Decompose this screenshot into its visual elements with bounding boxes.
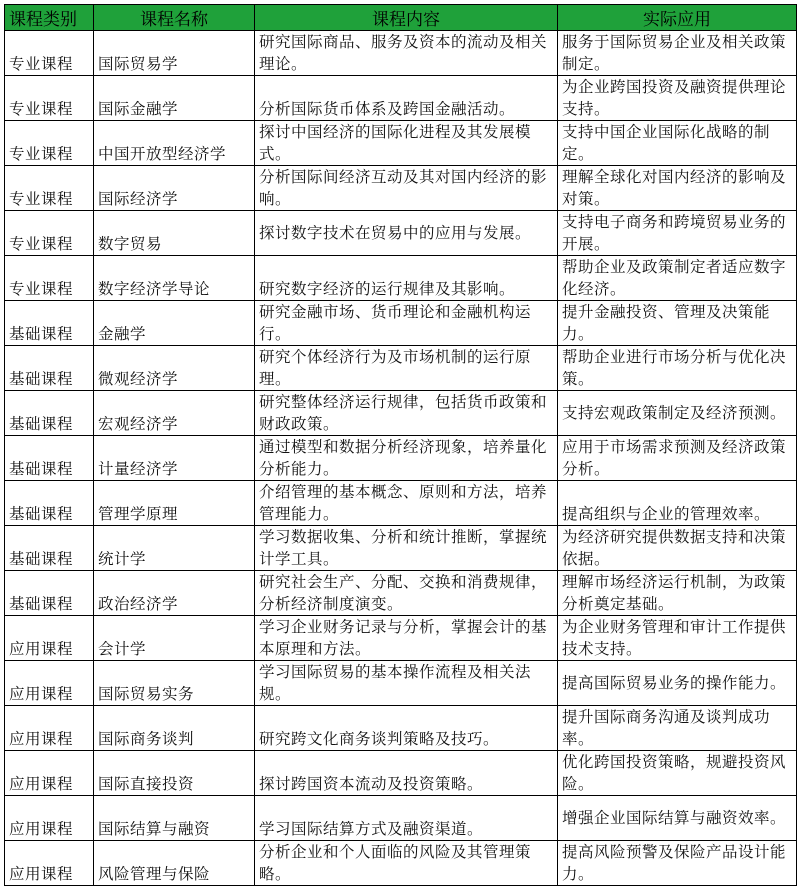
- cell-course-content: 学习国际结算方式及融资渠道。: [255, 796, 558, 841]
- cell-course-content: 分析企业和个人面临的风险及其管理策略。: [255, 841, 558, 886]
- cell-course-name: 国际经济学: [94, 166, 255, 211]
- header-category: 课程类别: [5, 5, 94, 31]
- cell-application: 提升金融投资、管理及决策能力。: [558, 301, 797, 346]
- cell-category: 基础课程: [5, 481, 94, 526]
- table-row: [5, 796, 797, 841]
- cell-category: 专业课程: [5, 166, 94, 211]
- cell-category: 应用课程: [5, 661, 94, 706]
- cell-course-content: 研究社会生产、分配、交换和消费规律，分析经济制度演变。: [255, 571, 558, 616]
- cell-course-content: 研究国际商品、服务及资本的流动及相关理论。: [255, 31, 558, 76]
- cell-course-name: 国际金融学: [94, 76, 255, 121]
- cell-category: 基础课程: [5, 391, 94, 436]
- cell-application: 优化跨国投资策略，规避投资风险。: [558, 751, 797, 796]
- cell-course-content: 研究整体经济运行规律，包括货币政策和财政政策。: [255, 391, 558, 436]
- table-row: [5, 166, 797, 211]
- cell-application: 增强企业国际结算与融资效率。: [558, 796, 797, 841]
- cell-course-content: 通过模型和数据分析经济现象，培养量化分析能力。: [255, 436, 558, 481]
- cell-category: 专业课程: [5, 76, 94, 121]
- cell-application: 帮助企业进行市场分析与优化决策。: [558, 346, 797, 391]
- cell-course-name: 国际结算与融资: [94, 796, 255, 841]
- table-body: [5, 31, 797, 886]
- table-row: [5, 211, 797, 256]
- cell-course-content: 学习企业财务记录与分析，掌握会计的基本原理和方法。: [255, 616, 558, 661]
- cell-application: 应用于市场需求预测及经济政策分析。: [558, 436, 797, 481]
- cell-course-content: 学习数据收集、分析和统计推断，掌握统计学工具。: [255, 526, 558, 571]
- cell-category: 应用课程: [5, 796, 94, 841]
- table-row: [5, 346, 797, 391]
- table-row: [5, 706, 797, 751]
- cell-category: 基础课程: [5, 526, 94, 571]
- cell-application: 提升国际商务沟通及谈判成功率。: [558, 706, 797, 751]
- table-row: [5, 76, 797, 121]
- cell-course-content: 介绍管理的基本概念、原则和方法，培养管理能力。: [255, 481, 558, 526]
- table-row: [5, 526, 797, 571]
- cell-course-content: 学习国际贸易的基本操作流程及相关法规。: [255, 661, 558, 706]
- header-row: [5, 5, 797, 31]
- cell-category: 基础课程: [5, 301, 94, 346]
- cell-course-content: 研究金融市场、货币理论和金融机构运行。: [255, 301, 558, 346]
- cell-application: 为企业财务管理和审计工作提供技术支持。: [558, 616, 797, 661]
- cell-course-content: 探讨数字技术在贸易中的应用与发展。: [255, 211, 558, 256]
- cell-category: 应用课程: [5, 751, 94, 796]
- cell-course-name: 管理学原理: [94, 481, 255, 526]
- cell-course-content: 探讨中国经济的国际化进程及其发展模式。: [255, 121, 558, 166]
- table-row: [5, 841, 797, 886]
- cell-category: 专业课程: [5, 256, 94, 301]
- cell-category: 基础课程: [5, 346, 94, 391]
- header-content: 课程内容: [255, 5, 558, 31]
- cell-course-name: 中国开放型经济学: [94, 121, 255, 166]
- cell-category: 专业课程: [5, 211, 94, 256]
- cell-course-name: 数字经济学导论: [94, 256, 255, 301]
- cell-category: 应用课程: [5, 616, 94, 661]
- cell-course-content: 研究个体经济行为及市场机制的运行原理。: [255, 346, 558, 391]
- cell-application: 提高风险预警及保险产品设计能力。: [558, 841, 797, 886]
- cell-application: 为经济研究提供数据支持和决策依据。: [558, 526, 797, 571]
- cell-application: 理解市场经济运行机制，为政策分析奠定基础。: [558, 571, 797, 616]
- cell-course-content: 分析国际间经济互动及其对国内经济的影响。: [255, 166, 558, 211]
- cell-application: 服务于国际贸易企业及相关政策制定。: [558, 31, 797, 76]
- table-row: [5, 256, 797, 301]
- table-row: [5, 121, 797, 166]
- table-row: [5, 481, 797, 526]
- cell-course-content: 研究数字经济的运行规律及其影响。: [255, 256, 558, 301]
- table-row: [5, 436, 797, 481]
- cell-course-name: 宏观经济学: [94, 391, 255, 436]
- cell-application: 支持电子商务和跨境贸易业务的开展。: [558, 211, 797, 256]
- cell-application: 理解全球化对国内经济的影响及对策。: [558, 166, 797, 211]
- table-row: [5, 571, 797, 616]
- table-row: [5, 31, 797, 76]
- table-row: [5, 391, 797, 436]
- table-row: [5, 616, 797, 661]
- cell-course-content: 研究跨文化商务谈判策略及技巧。: [255, 706, 558, 751]
- cell-category: 应用课程: [5, 841, 94, 886]
- table-row: [5, 661, 797, 706]
- cell-category: 专业课程: [5, 31, 94, 76]
- cell-course-name: 统计学: [94, 526, 255, 571]
- cell-application: 帮助企业及政策制定者适应数字化经济。: [558, 256, 797, 301]
- cell-category: 基础课程: [5, 571, 94, 616]
- cell-course-name: 数字贸易: [94, 211, 255, 256]
- cell-application: 支持中国企业国际化战略的制定。: [558, 121, 797, 166]
- cell-course-content: 探讨跨国资本流动及投资策略。: [255, 751, 558, 796]
- cell-course-name: 金融学: [94, 301, 255, 346]
- cell-application: 提高组织与企业的管理效率。: [558, 481, 797, 526]
- course-table-wrapper: [4, 4, 797, 886]
- header-name: 课程名称: [94, 5, 255, 31]
- cell-course-name: 微观经济学: [94, 346, 255, 391]
- cell-application: 为企业跨国投资及融资提供理论支持。: [558, 76, 797, 121]
- cell-course-name: 国际商务谈判: [94, 706, 255, 751]
- cell-course-name: 政治经济学: [94, 571, 255, 616]
- cell-category: 基础课程: [5, 436, 94, 481]
- cell-course-name: 国际贸易实务: [94, 661, 255, 706]
- course-table: [4, 4, 797, 886]
- cell-application: 支持宏观政策制定及经济预测。: [558, 391, 797, 436]
- cell-application: 提高国际贸易业务的操作能力。: [558, 661, 797, 706]
- cell-course-name: 国际直接投资: [94, 751, 255, 796]
- cell-category: 应用课程: [5, 706, 94, 751]
- cell-course-name: 计量经济学: [94, 436, 255, 481]
- header-application: 实际应用: [558, 5, 797, 31]
- cell-course-name: 会计学: [94, 616, 255, 661]
- table-header: [5, 5, 797, 31]
- cell-course-name: 国际贸易学: [94, 31, 255, 76]
- cell-category: 专业课程: [5, 121, 94, 166]
- table-row: [5, 751, 797, 796]
- cell-course-name: 风险管理与保险: [94, 841, 255, 886]
- cell-course-content: 分析国际货币体系及跨国金融活动。: [255, 76, 558, 121]
- table-row: [5, 301, 797, 346]
